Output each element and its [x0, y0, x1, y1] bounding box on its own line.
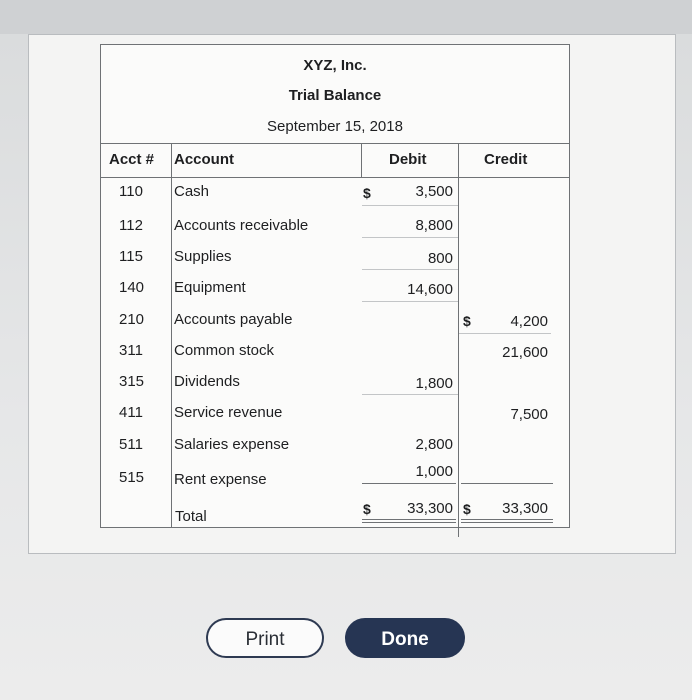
debit-cell-underline — [362, 269, 458, 270]
row-account-name: Salaries expense — [174, 436, 290, 453]
debit-cell-underline — [362, 237, 458, 238]
row-acct: 110 — [119, 183, 143, 200]
row-account-name: Dividends — [174, 373, 240, 390]
debit-col-right-divider — [458, 143, 459, 537]
row-acct: 112 — [119, 217, 143, 234]
done-button[interactable]: Done — [345, 618, 465, 658]
credit-value: 21,600 — [502, 344, 548, 361]
credit-cell-underline — [459, 333, 551, 334]
credit-double-rule-2 — [461, 522, 553, 523]
debit-double-rule-1 — [362, 519, 456, 520]
debit-value: 1,800 — [415, 375, 453, 392]
debit-value: 2,800 — [415, 436, 453, 453]
row-acct: 311 — [119, 342, 143, 359]
trial-balance-table — [100, 44, 570, 528]
debit-total-rule — [362, 483, 456, 484]
row-account-name: Accounts payable — [174, 311, 293, 328]
debit-double-rule-2 — [362, 522, 456, 523]
total-credit-dollar-sign: $ — [463, 501, 471, 517]
row-account-name: Common stock — [174, 342, 275, 359]
row-acct: 315 — [119, 373, 145, 390]
account-column-header: Account — [174, 151, 234, 168]
row-acct: 115 — [119, 248, 143, 265]
row-account-name: Rent expense — [174, 471, 267, 488]
debit-value: 1,000 — [415, 463, 453, 480]
row-account-name: Cash — [174, 183, 210, 200]
row-acct: 411 — [119, 404, 143, 421]
acct-col-divider — [171, 143, 172, 527]
row-account-name: Equipment — [174, 279, 246, 296]
total-credit-value: 33,300 — [502, 500, 548, 517]
company-name: XYZ, Inc. — [303, 57, 367, 74]
row-account-name: Accounts receivable — [174, 217, 309, 234]
table-header-block — [101, 45, 569, 143]
debit-value: 3,500 — [415, 183, 453, 200]
debit-value: 14,600 — [407, 281, 453, 298]
debit-cell-underline — [362, 301, 458, 302]
row-acct: 140 — [119, 279, 145, 296]
credit-double-rule-1 — [461, 519, 553, 520]
row-acct: 210 — [119, 311, 145, 328]
credit-total-rule — [461, 483, 553, 484]
row-acct: 515 — [119, 469, 145, 486]
total-label: Total — [175, 508, 207, 525]
debit-value: 8,800 — [415, 217, 453, 234]
row-acct: 511 — [119, 436, 143, 453]
credit-dollar-sign: $ — [463, 313, 471, 329]
debit-col-left-divider — [361, 143, 362, 177]
credit-value: 7,500 — [510, 406, 548, 423]
total-debit-dollar-sign: $ — [363, 501, 371, 517]
debit-cell-underline — [362, 205, 458, 206]
row-account-name: Service revenue — [174, 404, 283, 421]
print-button[interactable]: Print — [206, 618, 324, 658]
report-date: September 15, 2018 — [267, 118, 403, 135]
debit-dollar-sign: $ — [363, 185, 371, 201]
debit-cell-underline — [362, 394, 458, 395]
credit-column-header: Credit — [484, 151, 528, 168]
debit-column-header: Debit — [389, 151, 427, 168]
top-background-band — [0, 0, 692, 34]
row-account-name: Supplies — [174, 248, 232, 265]
report-title: Trial Balance — [288, 87, 382, 104]
total-debit-value: 33,300 — [407, 500, 453, 517]
credit-value: 4,200 — [510, 313, 548, 330]
acct-column-header: Acct # — [109, 151, 155, 168]
debit-value: 800 — [427, 250, 453, 267]
